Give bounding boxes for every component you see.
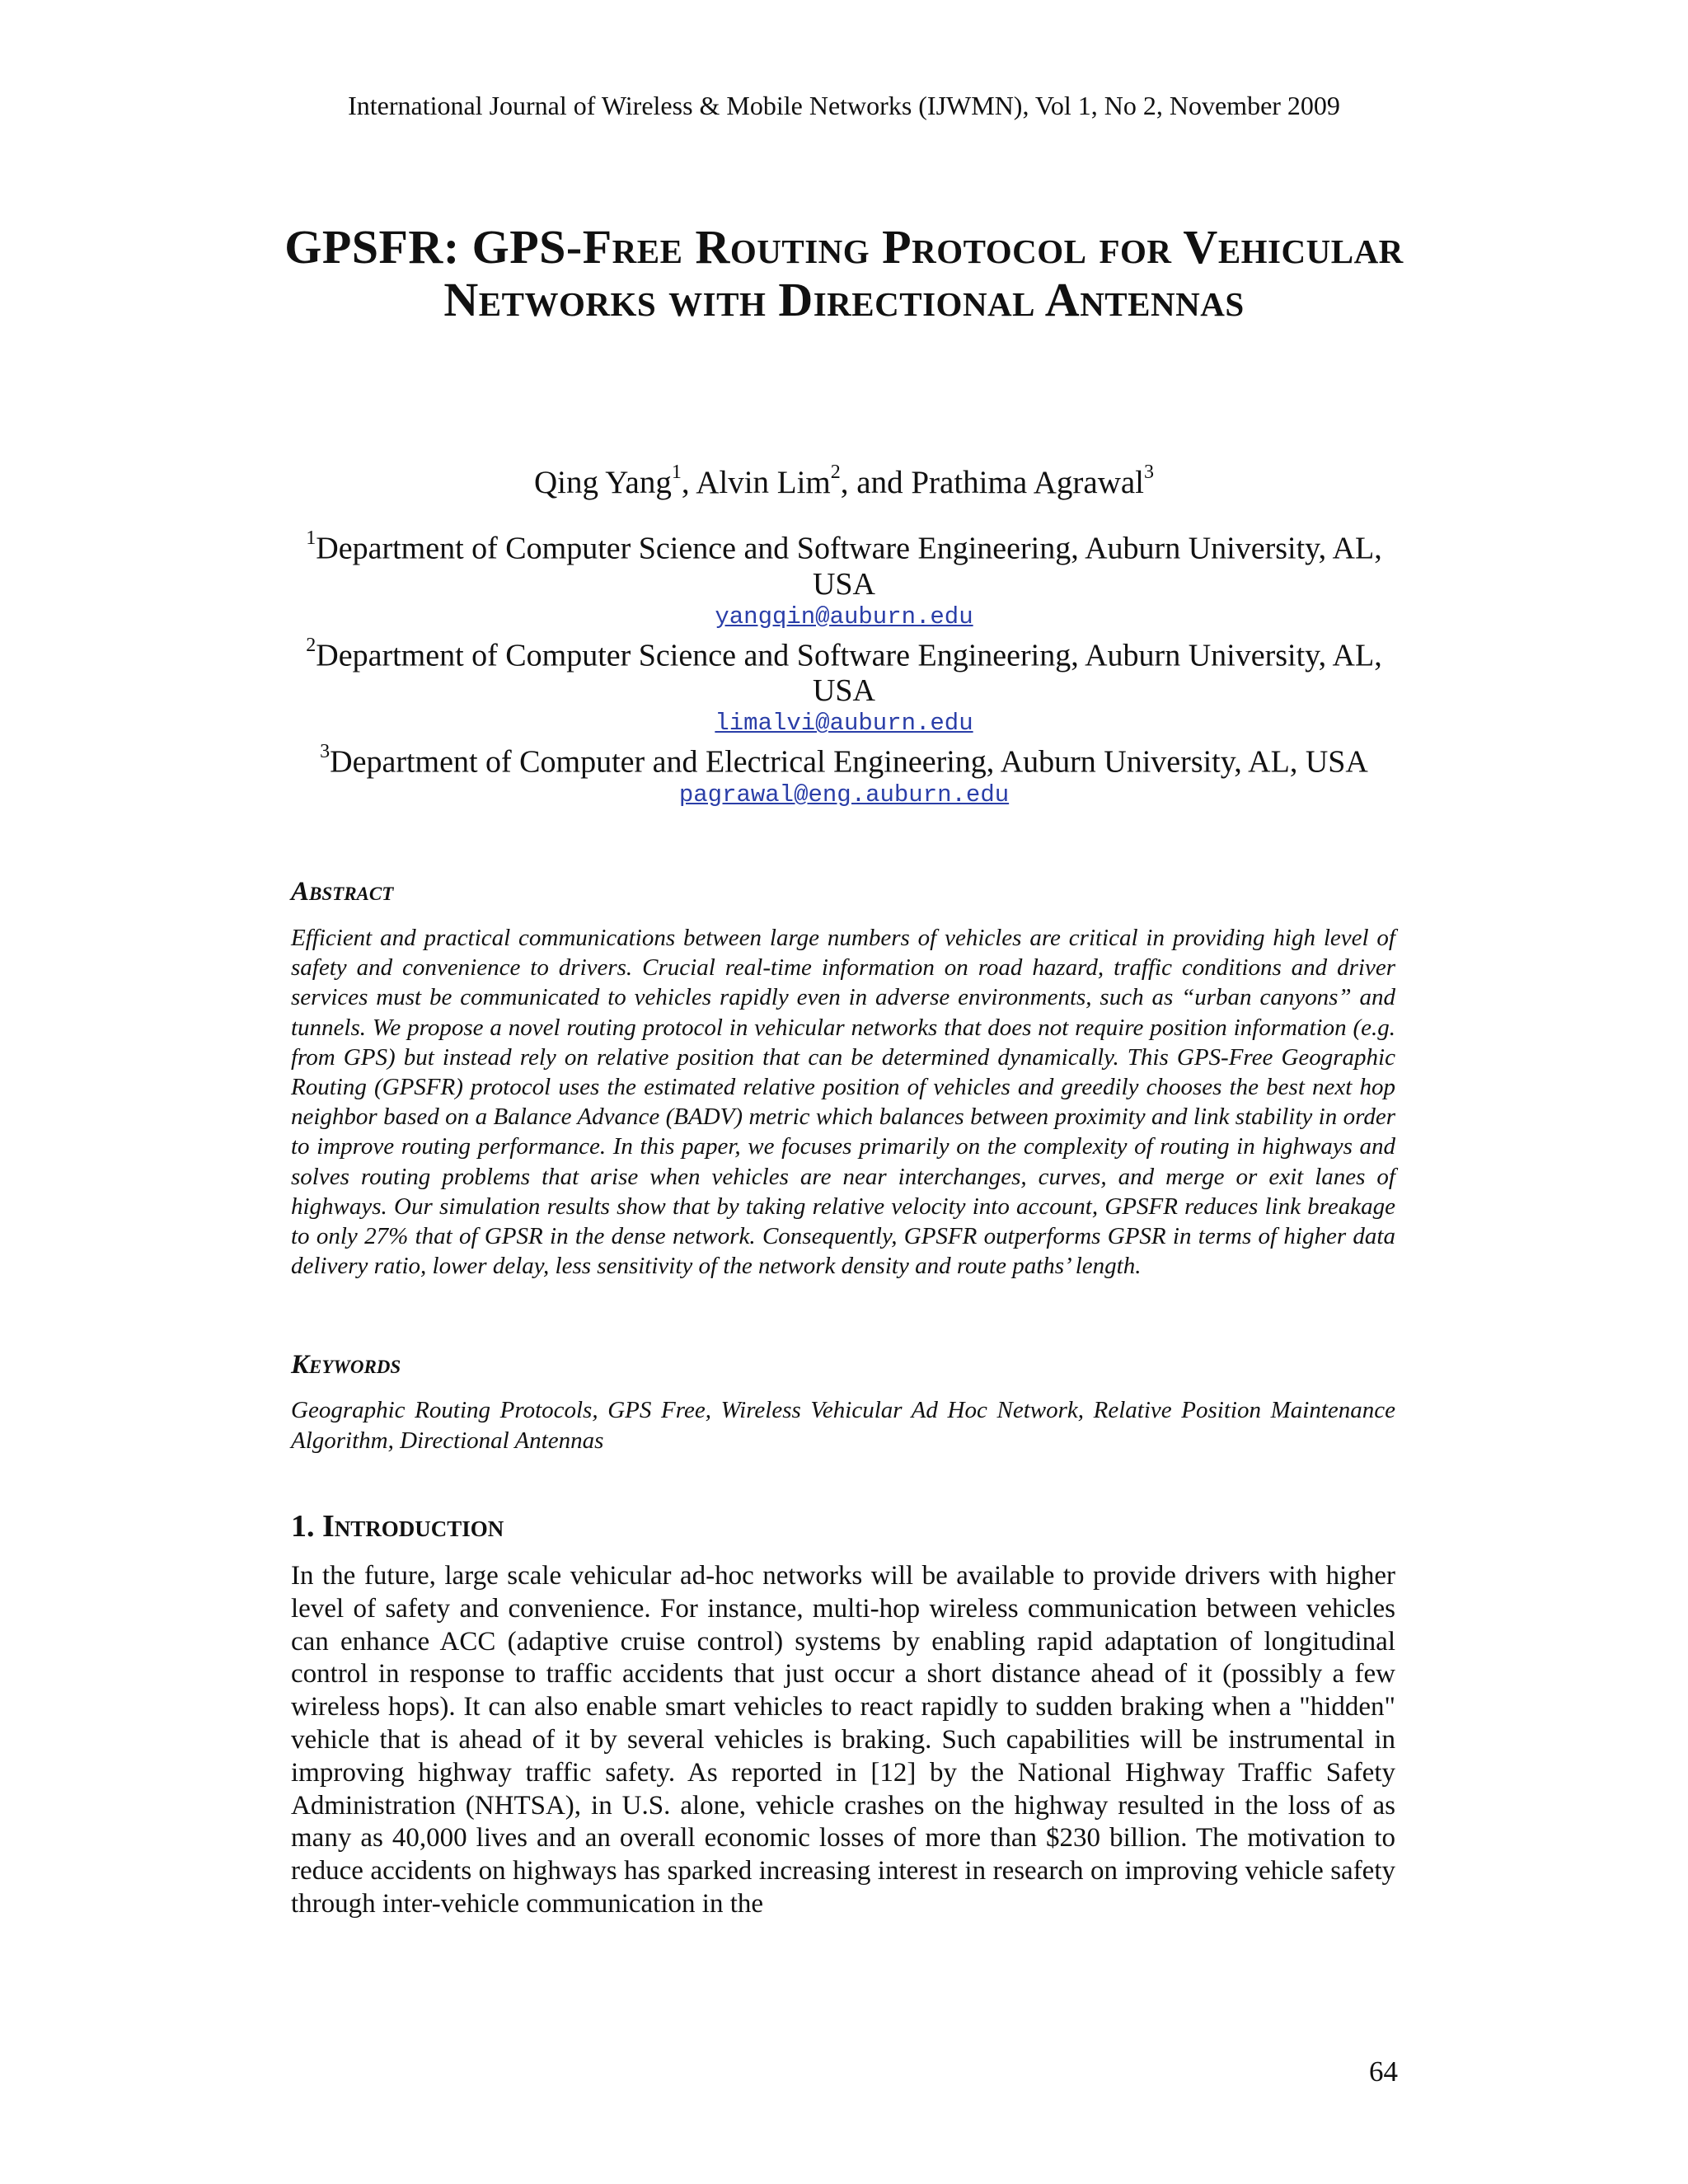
affiliation-text: Department of Computer Science and Software Engineering, Auburn University, AL, USA (316, 638, 1382, 709)
paper-title: GPSFR: GPS-Free Routing Protocol for Vehicular Networks with Directional Antennas (284, 220, 1404, 326)
introduction-body: In the future, large scale vehicular ad-hoc networks will be available to provide drivers with higher level of safety and convenience. For instance, multi-hop wireless communication between vehicles can enhance ACC (adaptive cruise control) systems by enabling rapid adaptation of longitudinal control in response to traffic accidents that just occur a short distance ahead of it (possibly a few wireless hops). It can also enable smart vehicles to react rapidly to sudden braking when a "hidden" vehicle that is ahead of it by several vehicles is braking. Such capabilities will be instrumental in improving highway traffic safety. As reported in [12] by the National Highway Traffic Safety Administration (NHTSA), in U.S. alone, vehicle crashes on the highway resulted in the loss of as many as 40,000 lives and an overall economic losses of more than $230 billion. The motivation to reduce accidents on highways has sparked increasing interest in research on improving vehicle safety through inter-vehicle communication in the (291, 1561, 1395, 1919)
affiliation-mark: 2 (306, 634, 316, 656)
author-affiliation-mark: 3 (1144, 462, 1155, 483)
journal-running-header: International Journal of Wireless & Mobile Networks (IJWMN), Vol 1, No 2, November 2009 (348, 91, 1340, 120)
affiliation-mark: 1 (306, 527, 316, 549)
affiliation-2 (272, 631, 1416, 710)
email-link-2[interactable]: limalvi@auburn.edu (715, 710, 973, 738)
affiliation-mark: 3 (320, 741, 331, 763)
keywords-body: Geographic Routing Protocols, GPS Free, Wireless Vehicular Ad Hoc Network, Relative Position Maintenance Algorithm, Directional Antennas (291, 1397, 1395, 1454)
affiliation-3 (272, 738, 1416, 780)
author-name: Qing Yang (533, 465, 672, 500)
affiliation-text: Department of Computer and Electrical Engineering, Auburn University, AL, USA (330, 744, 1368, 780)
author-name: Prathima Agrawal (911, 465, 1145, 500)
affiliation-text: Department of Computer Science and Software Engineering, Auburn University, AL, USA (316, 531, 1382, 602)
email-link-3[interactable]: pagrawal@eng.auburn.edu (678, 780, 1010, 808)
affiliation-1 (272, 524, 1416, 602)
email-link-1[interactable]: yangqin@auburn.edu (715, 602, 973, 630)
keywords-heading: Keywords (291, 1350, 401, 1380)
introduction-heading: 1. Introduction (291, 1509, 504, 1544)
author-affiliation-mark: 1 (671, 462, 682, 483)
page-number: 64 (1369, 2055, 1398, 2088)
abstract-heading: Abstract (291, 877, 394, 907)
affiliation-list (272, 524, 1416, 809)
abstract-body: Efficient and practical communications between large numbers of vehicles are critical in providing high level of safety and convenience to drivers. Crucial real-time information on road hazard, traffic conditions and driver services must be communicated to vehicles rapidly even in adverse environments, such as “urban canyons” and tunnels. We propose a novel routing protocol in vehicular networks that does not require position information (e.g. from GPS) but instead rely on relative position that can be determined dynamically. This GPS-Free Geographic Routing (GPSFR) protocol uses the estimated relative position of vehicles and greedily chooses the best next hop neighbor based on a Balance Advance (BADV) metric which balances between proximity and link stability in order to improve routing performance. In this paper, we focuses primarily on the complexity of routing in highways and solves routing problems that arise when vehicles are near interchanges, curves, and merge or exit lanes of highways. Our simulation results show that by taking relative velocity into account, GPSFR reduces link breakage to only 27% that of GPSR in the dense network. Consequently, GPSFR outperforms GPSR in terms of higher data delivery ratio, lower delay, less sensitivity of the network density and route paths’ length. (291, 925, 1395, 1280)
author-name: Alvin Lim (696, 465, 831, 500)
author-list (0, 455, 1688, 504)
author-separator: , and (840, 465, 912, 500)
author-separator: , (681, 465, 696, 500)
author-affiliation-mark: 2 (830, 462, 841, 483)
